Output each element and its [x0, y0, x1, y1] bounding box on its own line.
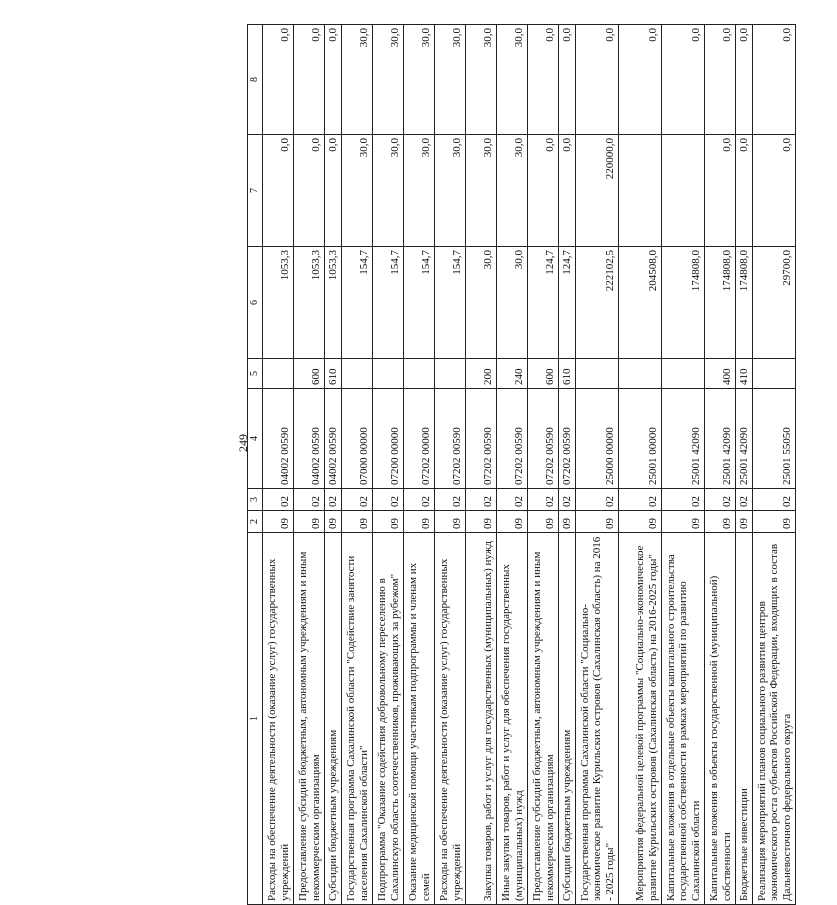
- amount-col6-cell: 174808,0: [735, 247, 752, 359]
- amount-col6-cell: 222102,5: [575, 247, 618, 359]
- amount-col8-cell: 0,0: [704, 25, 735, 135]
- table-row: [262, 25, 293, 905]
- expense-type-cell: 400: [704, 359, 735, 389]
- section-code-cell: 09: [527, 511, 558, 533]
- header-cell: 8: [248, 25, 263, 135]
- amount-col6-cell: 154,7: [341, 247, 372, 359]
- amount-col8-cell: 30,0: [403, 25, 434, 135]
- table-row: [403, 25, 434, 905]
- section-code-cell: 09: [324, 511, 341, 533]
- amount-col7-cell: 30,0: [341, 135, 372, 247]
- row-name-cell: Оказание медицинской помощи участникам подпрограммы и членам их семей: [403, 533, 434, 905]
- subsection-code-cell: 02: [372, 489, 403, 511]
- expense-type-cell: 410: [735, 359, 752, 389]
- rotated-page: [247, 25, 837, 905]
- section-code-cell: 09: [704, 511, 735, 533]
- amount-col7-cell: 0,0: [262, 135, 293, 247]
- amount-col7-cell: 30,0: [403, 135, 434, 247]
- amount-col8-cell: 0,0: [293, 25, 324, 135]
- expense-type-cell: 600: [293, 359, 324, 389]
- section-code-cell: 09: [293, 511, 324, 533]
- target-article-cell: 07200 00000: [372, 389, 403, 489]
- subsection-code-cell: 02: [324, 489, 341, 511]
- target-article-cell: 07202 00590: [527, 389, 558, 489]
- row-name-cell: Капитальные вложения в отдельные объекты капитального строительства государственной собственности в рамках мероприятий по развитию Сахалинской области: [661, 533, 704, 905]
- table-row: [558, 25, 575, 905]
- expense-type-cell: [262, 359, 293, 389]
- header-cell: 5: [248, 359, 263, 389]
- subsection-code-cell: 02: [434, 489, 465, 511]
- target-article-cell: 07202 00590: [434, 389, 465, 489]
- section-code-cell: 09: [735, 511, 752, 533]
- expense-type-cell: [372, 359, 403, 389]
- subsection-code-cell: 02: [341, 489, 372, 511]
- amount-col7-cell: 220000,0: [575, 135, 618, 247]
- expense-type-cell: 200: [465, 359, 496, 389]
- target-article-cell: 25001 55050: [752, 389, 795, 489]
- section-code-cell: 09: [262, 511, 293, 533]
- table-row: [735, 25, 752, 905]
- row-name-cell: Расходы на обеспечение деятельности (оказание услуг) государственных учреждений: [262, 533, 293, 905]
- target-article-cell: 04002 00590: [262, 389, 293, 489]
- amount-col8-cell: 30,0: [465, 25, 496, 135]
- table-row: [752, 25, 795, 905]
- subsection-code-cell: 02: [704, 489, 735, 511]
- row-name-cell: Государственная программа Сахалинской области "Социально-экономическое развитие Курильских островов (Сахалинская область) на 2016 - 2025 годы": [575, 533, 618, 905]
- section-code-cell: 09: [372, 511, 403, 533]
- table-row: [618, 25, 661, 905]
- amount-col6-cell: 29700,0: [752, 247, 795, 359]
- row-name-cell: Реализация мероприятий планов социального развития центров экономического роста субъектов Российской Федерации, входящих в состав Дальневосточного федерального округа: [752, 533, 795, 905]
- table-row: [575, 25, 618, 905]
- section-code-cell: 09: [496, 511, 527, 533]
- amount-col8-cell: 0,0: [527, 25, 558, 135]
- expense-type-cell: 610: [558, 359, 575, 389]
- page-number: 249: [236, 434, 250, 452]
- amount-col6-cell: 154,7: [372, 247, 403, 359]
- amount-col6-cell: 1053,3: [262, 247, 293, 359]
- target-article-cell: 25001 42090: [661, 389, 704, 489]
- amount-col6-cell: 204508,0: [618, 247, 661, 359]
- target-article-cell: 25000 00000: [575, 389, 618, 489]
- amount-col6-cell: 174808,0: [704, 247, 735, 359]
- amount-col7-cell: 30,0: [496, 135, 527, 247]
- amount-col7-cell: 0,0: [293, 135, 324, 247]
- subsection-code-cell: 02: [735, 489, 752, 511]
- row-name-cell: Капитальные вложения в объекты государственной (муниципальной) собственности: [704, 533, 735, 905]
- target-article-cell: 04002 00590: [293, 389, 324, 489]
- row-name-cell: Субсидии бюджетным учреждениям: [324, 533, 341, 905]
- expense-type-cell: [575, 359, 618, 389]
- amount-col8-cell: 30,0: [341, 25, 372, 135]
- amount-col8-cell: 0,0: [661, 25, 704, 135]
- subsection-code-cell: 02: [618, 489, 661, 511]
- section-code-cell: 09: [661, 511, 704, 533]
- amount-col7-cell: 0,0: [324, 135, 341, 247]
- row-name-cell: Расходы на обеспечение деятельности (оказание услуг) государственных учреждений: [434, 533, 465, 905]
- amount-col8-cell: 0,0: [575, 25, 618, 135]
- section-code-cell: 09: [558, 511, 575, 533]
- expense-type-cell: 240: [496, 359, 527, 389]
- header-cell: 6: [248, 247, 263, 359]
- table-row: [434, 25, 465, 905]
- target-article-cell: 25001 42090: [704, 389, 735, 489]
- amount-col6-cell: 124,7: [558, 247, 575, 359]
- subsection-code-cell: 02: [293, 489, 324, 511]
- expense-type-cell: [752, 359, 795, 389]
- amount-col7-cell: 30,0: [434, 135, 465, 247]
- subsection-code-cell: 02: [558, 489, 575, 511]
- subsection-code-cell: 02: [527, 489, 558, 511]
- amount-col8-cell: 30,0: [434, 25, 465, 135]
- section-code-cell: 09: [465, 511, 496, 533]
- subsection-code-cell: 02: [752, 489, 795, 511]
- row-name-cell: Иные закупки товаров, работ и услуг для обеспечения государственных (муниципальных) нужд: [496, 533, 527, 905]
- row-name-cell: Мероприятия федеральной целевой программы "Социально-экономическое развитие Курильских островов (Сахалинская область) на 2016-2025 годы": [618, 533, 661, 905]
- section-code-cell: 09: [403, 511, 434, 533]
- row-name-cell: Предоставление субсидий бюджетным, автономным учреждениям и иным некоммерческим организациям: [293, 533, 324, 905]
- expense-type-cell: [434, 359, 465, 389]
- subsection-code-cell: 02: [465, 489, 496, 511]
- row-name-cell: Предоставление субсидий бюджетным, автономным учреждениям и иным некоммерческим организациям: [527, 533, 558, 905]
- target-article-cell: 07202 00590: [496, 389, 527, 489]
- amount-col8-cell: 0,0: [752, 25, 795, 135]
- table-row: [496, 25, 527, 905]
- expense-type-cell: 610: [324, 359, 341, 389]
- subsection-code-cell: 02: [661, 489, 704, 511]
- amount-col7-cell: [661, 135, 704, 247]
- amount-col7-cell: 0,0: [735, 135, 752, 247]
- amount-col6-cell: 30,0: [465, 247, 496, 359]
- section-code-cell: 09: [434, 511, 465, 533]
- amount-col7-cell: 30,0: [465, 135, 496, 247]
- subsection-code-cell: 02: [575, 489, 618, 511]
- amount-col7-cell: 30,0: [372, 135, 403, 247]
- table-row: [293, 25, 324, 905]
- table-row: [324, 25, 341, 905]
- expense-type-cell: [618, 359, 661, 389]
- table-row: [704, 25, 735, 905]
- header-cell: 1: [248, 533, 263, 905]
- amount-col6-cell: 1053,3: [324, 247, 341, 359]
- expense-type-cell: 600: [527, 359, 558, 389]
- target-article-cell: 07202 00590: [465, 389, 496, 489]
- amount-col7-cell: [618, 135, 661, 247]
- row-name-cell: Закупка товаров, работ и услуг для государственных (муниципальных) нужд: [465, 533, 496, 905]
- expense-type-cell: [661, 359, 704, 389]
- subsection-code-cell: 02: [496, 489, 527, 511]
- target-article-cell: 25001 42090: [735, 389, 752, 489]
- row-name-cell: Субсидии бюджетным учреждениям: [558, 533, 575, 905]
- subsection-code-cell: 02: [262, 489, 293, 511]
- table-row: [661, 25, 704, 905]
- target-article-cell: 07202 00000: [403, 389, 434, 489]
- amount-col6-cell: 1053,3: [293, 247, 324, 359]
- amount-col8-cell: 0,0: [262, 25, 293, 135]
- amount-col6-cell: 30,0: [496, 247, 527, 359]
- table-row: [372, 25, 403, 905]
- table-row: [465, 25, 496, 905]
- target-article-cell: 07000 00000: [341, 389, 372, 489]
- amount-col6-cell: 154,7: [434, 247, 465, 359]
- amount-col8-cell: 30,0: [496, 25, 527, 135]
- amount-col7-cell: 0,0: [704, 135, 735, 247]
- header-cell: 2: [248, 511, 263, 533]
- section-code-cell: 09: [618, 511, 661, 533]
- amount-col6-cell: 154,7: [403, 247, 434, 359]
- header-cell: 7: [248, 135, 263, 247]
- target-article-cell: 07202 00590: [558, 389, 575, 489]
- header-cell: 3: [248, 489, 263, 511]
- amount-col8-cell: 30,0: [372, 25, 403, 135]
- expense-type-cell: [403, 359, 434, 389]
- target-article-cell: 04002 00590: [324, 389, 341, 489]
- section-code-cell: 09: [575, 511, 618, 533]
- row-name-cell: Бюджетные инвестиции: [735, 533, 752, 905]
- amount-col7-cell: 0,0: [527, 135, 558, 247]
- subsection-code-cell: 02: [403, 489, 434, 511]
- amount-col6-cell: 124,7: [527, 247, 558, 359]
- table-row: [527, 25, 558, 905]
- amount-col6-cell: 174808,0: [661, 247, 704, 359]
- row-name-cell: Подпрограмма "Оказание содействия добровольному переселению в Сахалинскую область соотечественников, проживающих за рубежом": [372, 533, 403, 905]
- expense-type-cell: [341, 359, 372, 389]
- amount-col8-cell: 0,0: [735, 25, 752, 135]
- row-name-cell: Государственная программа Сахалинской области "Содействие занятости населения Сахалинской области": [341, 533, 372, 905]
- table-row: [341, 25, 372, 905]
- amount-col8-cell: 0,0: [558, 25, 575, 135]
- amount-col7-cell: 0,0: [752, 135, 795, 247]
- amount-col8-cell: 0,0: [324, 25, 341, 135]
- amount-col7-cell: 0,0: [558, 135, 575, 247]
- section-code-cell: 09: [341, 511, 372, 533]
- target-article-cell: 25001 00000: [618, 389, 661, 489]
- header-row: [248, 25, 263, 905]
- amount-col8-cell: 0,0: [618, 25, 661, 135]
- section-code-cell: 09: [752, 511, 795, 533]
- header-cell: 4: [248, 389, 263, 489]
- budget-table: [247, 24, 796, 905]
